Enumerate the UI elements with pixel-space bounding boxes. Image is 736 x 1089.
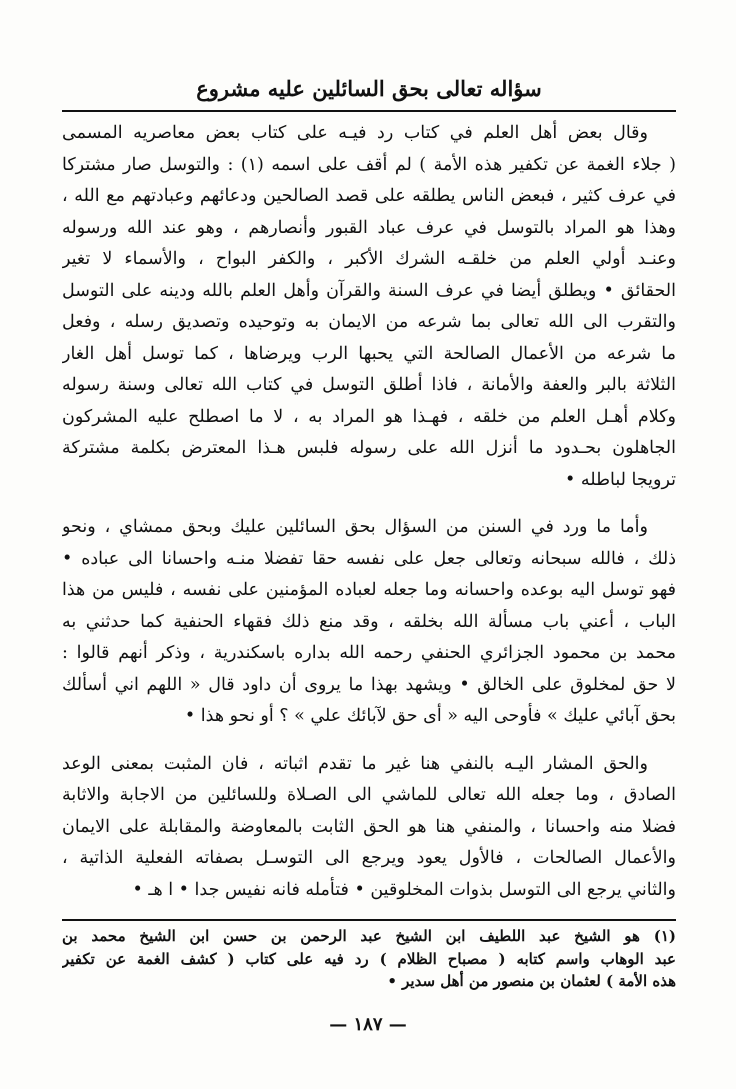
text-line: الجاهلون بحـدود ما أنزل الله على رسوله فلبس هـذا المعترض بكلمة مشتركة [62,438,676,458]
text-line: الحقائق • ويطلق أيضا في عرف السنة والقرآن وأهل العلم بالله ودينه على التوسل [62,280,676,301]
text-line: الثلاثة بالبر والعفة والأمانة ، فاذا أطلق التوسل في كتاب الله تعالى وسنة رسوله [62,375,676,395]
footnote-line: هذه الأمة ) لعثمان بن منصور من أهل سدير • [387,972,676,990]
text-line: وهذا هو المراد بالتوسل في عرف عباد القبور وأنصارهم ، وهو عند الله ورسوله [62,217,676,238]
paragraph-1 [62,118,676,496]
footnote-line: عبد الوهاب واسم كتابه ( مصباح الظلام ) رد فيه على كتاب ( كشف الغمة عن تكفير [62,949,676,968]
text-line: والتقرب الى الله تعالى بما شرعه من الايمان به وتوحيده وتصديق رسله ، وفعل [62,312,676,332]
header-divider [62,110,676,112]
page-number: — ١٨٧ — [329,1014,407,1035]
text-line: الصادق ، وما جعله الله تعالى للماشي الى الصـلاة وللسائلين من الاجابة والاثابة [62,785,676,805]
text-line: والحق المشار اليـه بالنفي هنا غير ما تقدم اثباته ، فان المثبت بمعنى الوعد [62,753,648,774]
text-line: فضلا منه واحسانا ، والمنفي هنا هو الحق الثابت بالمعاوضة والمقابلة على الايمان [62,816,676,837]
text-line: محمد بن محمود الجزائري الحنفي رحمه الله بداره باسكندرية ، وذكر أنهم قالوا : [62,643,676,663]
text-line: ذلك ، فالله سبحانه وتعالى جعل على نفسه حقا تفضلا منـه واحسانا الى عباده • [62,548,676,569]
text-line: لا حق لمخلوق على الخالق • ويشهد بهذا ما يروى أن داود قال « اللهم اني أسألك [62,674,676,695]
paragraph-3 [62,749,676,907]
text-line: الباب ، أعني باب مسألة الله بخلقه ، وقد منع ذلك فقهاء الحنفية كما حدثني به [62,611,676,632]
footnote-divider [62,919,676,921]
text-line: والثاني يرجع الى التوسل بذوات المخلوقين • فتأمله فانه نفيس جدا • ا هـ • [132,879,676,900]
text-line: في عرف كثير ، فبعض الناس يطلقه على قصد الصالحين ودعائهم وعبادتهم مع الله ، [62,186,676,206]
footnote-line: (١) هو الشيخ عبد اللطيف ابن الشيخ عبد الرحمن بن حسن ابن الشيخ محمد بن [62,927,676,945]
text-line: والأعمال الصالحات ، فالأول يعود ويرجع الى التوسـل بصفاته الفعلية الذاتية ، [62,848,676,868]
text-line: ترويجا لباطله • [565,469,676,490]
page-title: سؤاله تعالى بحق السائلين عليه مشروع [196,76,542,101]
main-text [62,118,676,922]
text-line: بحق آبائي عليك » فأوحى اليه « أى حق لآبائك علي » ؟ أو نحو هذا • [184,706,676,726]
text-line: ما شرعه من الأعمال الصالحة التي يحبها الرب ويرضاها ، كما توسل أهل الغار [62,343,676,364]
text-line: وعنـد أولي العلم من خلقـه الشرك الأكبر ، والكفر البواح ، والأسماء لا تغير [62,249,676,269]
paragraph-2 [62,512,676,733]
text-line: فهو توسل اليه بوعده واحسانه وما جعله لعباده المؤمنين على نفسه ، فليس من هذا [62,580,676,600]
text-line: وقال بعض أهل العلم في كتاب رد فيـه على كتاب بعض معاصريه المسمى [62,123,648,143]
text-line: وأما ما ورد في السنن من السؤال بحق السائلين عليك وبحق ممشاي ، ونحو [62,517,648,537]
footnote [62,925,676,993]
text-line: وكلام أهـل العلم من خلقه ، فهـذا هو المراد به ، لا ما اصطلح عليه المشركون [62,406,676,427]
text-line: ( جلاء الغمة عن تكفير هذه الأمة ) لم أقف على اسمه (١) : والتوسل صار مشتركا [62,154,676,175]
